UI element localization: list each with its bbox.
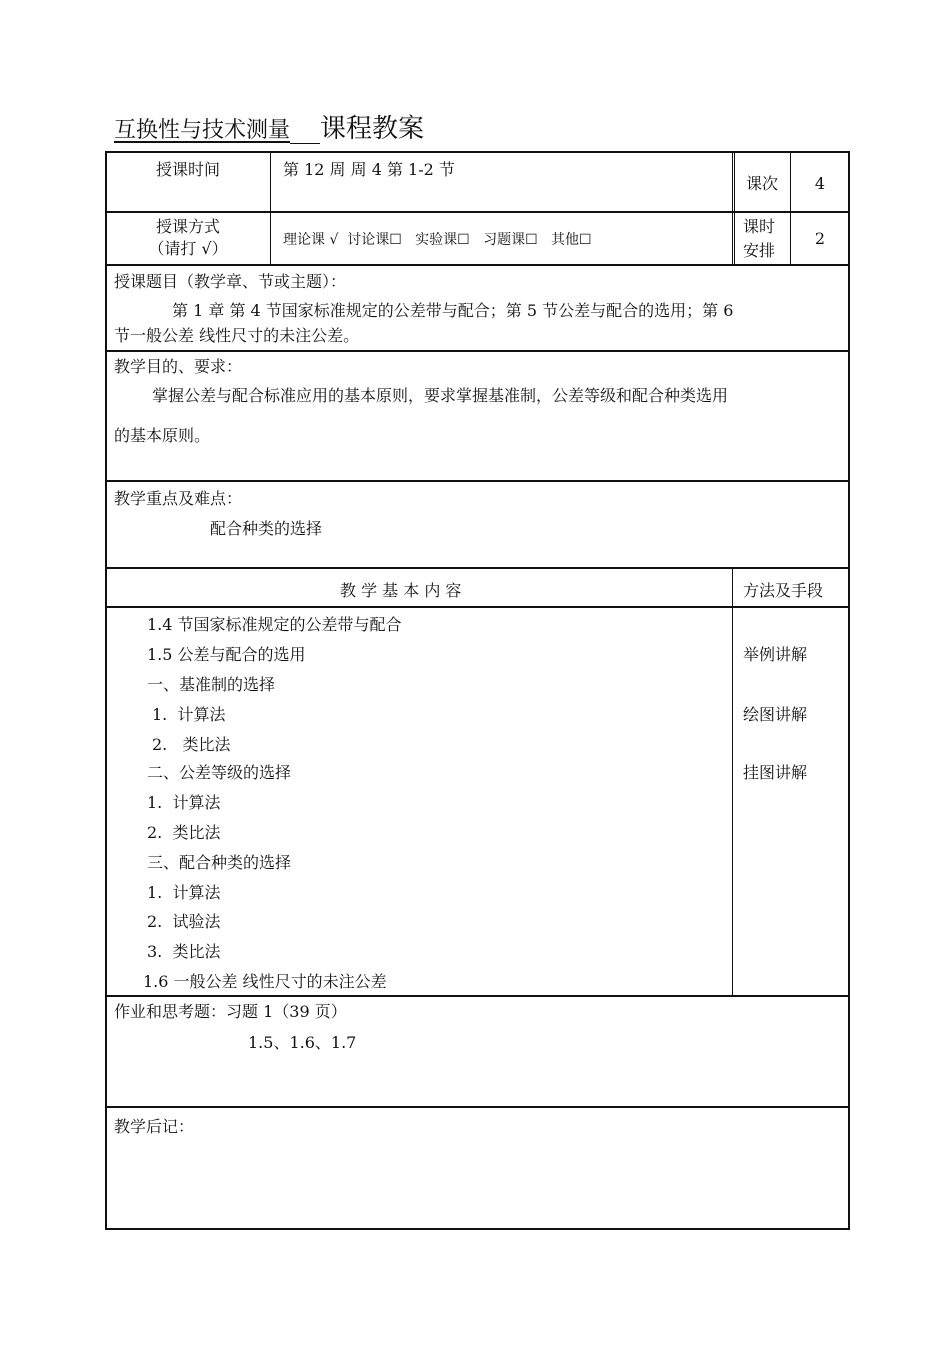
time-value: 第 12 周 周 4 第 1-2 节 — [283, 160, 455, 179]
content-item: 2. 试验法 — [147, 912, 221, 931]
objective-line-1: 掌握公差与配合标准应用的基本原则，要求掌握基准制，公差等级和配合种类选用 — [152, 386, 729, 405]
homework-label: 作业和思考题：习题 1（39 页） — [114, 1002, 347, 1021]
course-name: 互换性与技术测量 — [114, 118, 291, 143]
topic-line-1: 第 1 章 第 4 节国家标准规定的公差带与配合；第 5 节公差与配合的选用；第 6 — [172, 301, 734, 320]
content-item: 1. 计算法 — [152, 705, 226, 724]
content-header: 教 学 基 本 内 容 — [340, 581, 462, 600]
doc-type: 课程教案 — [320, 114, 425, 144]
row-divider — [105, 606, 850, 608]
content-item: 1.6 一般公差 线性尺寸的未注公差 — [143, 972, 387, 991]
row-divider — [105, 350, 850, 352]
afterword-label: 教学后记： — [114, 1117, 195, 1136]
mode-options: 理论课 √ 讨论课☐ 实验课☐ 习题课☐ 其他☐ — [283, 232, 592, 248]
col-divider — [270, 152, 271, 264]
topic-line-2: 节一般公差 线性尺寸的未注公差。 — [114, 326, 360, 345]
col-divider — [732, 152, 735, 264]
row-divider — [105, 1106, 850, 1108]
row-divider — [105, 995, 850, 997]
hours-label: 课时 — [743, 217, 776, 236]
mode-label: 授课方式 — [155, 217, 220, 236]
content-item: 2. 类比法 — [147, 823, 221, 842]
key-points-content: 配合种类的选择 — [210, 519, 323, 538]
content-item: 一、基准制的选择 — [147, 675, 276, 694]
lesson-no-label: 课次 — [745, 174, 778, 193]
topic-label: 授课题目（教学章、节或主题）： — [114, 272, 347, 291]
row-divider — [105, 264, 850, 266]
method-item: 举例讲解 — [743, 645, 808, 664]
content-item: 三、配合种类的选择 — [147, 853, 292, 872]
col-divider — [790, 152, 791, 264]
hours-value: 2 — [814, 229, 826, 248]
col-divider — [732, 567, 733, 995]
content-item: 2. 类比法 — [152, 735, 231, 754]
title-underline-gap — [290, 115, 320, 144]
page-title — [114, 112, 424, 148]
method-item: 绘图讲解 — [743, 705, 808, 724]
lesson-no-value: 4 — [814, 174, 826, 193]
time-label: 授课时间 — [155, 160, 220, 179]
row-divider — [105, 567, 850, 569]
mode-label-hint: （请打 √） — [148, 239, 228, 258]
key-points-label: 教学重点及难点： — [114, 489, 243, 508]
content-item: 1.5 公差与配合的选用 — [147, 645, 306, 664]
hours-label-2: 安排 — [743, 241, 776, 260]
method-header: 方法及手段 — [743, 581, 824, 600]
content-item: 1.4 节国家标准规定的公差带与配合 — [147, 615, 402, 634]
content-item: 1. 计算法 — [147, 793, 221, 812]
row-divider — [105, 480, 850, 482]
content-item: 3. 类比法 — [147, 942, 221, 961]
objective-line-2: 的基本原则。 — [114, 426, 211, 445]
homework-content: 1.5、1.6、1.7 — [248, 1033, 357, 1052]
row-divider — [105, 211, 850, 213]
content-item: 1. 计算法 — [147, 883, 221, 902]
objective-label: 教学目的、要求： — [114, 357, 243, 376]
method-item: 挂图讲解 — [743, 763, 808, 782]
content-item: 二、公差等级的选择 — [147, 763, 292, 782]
